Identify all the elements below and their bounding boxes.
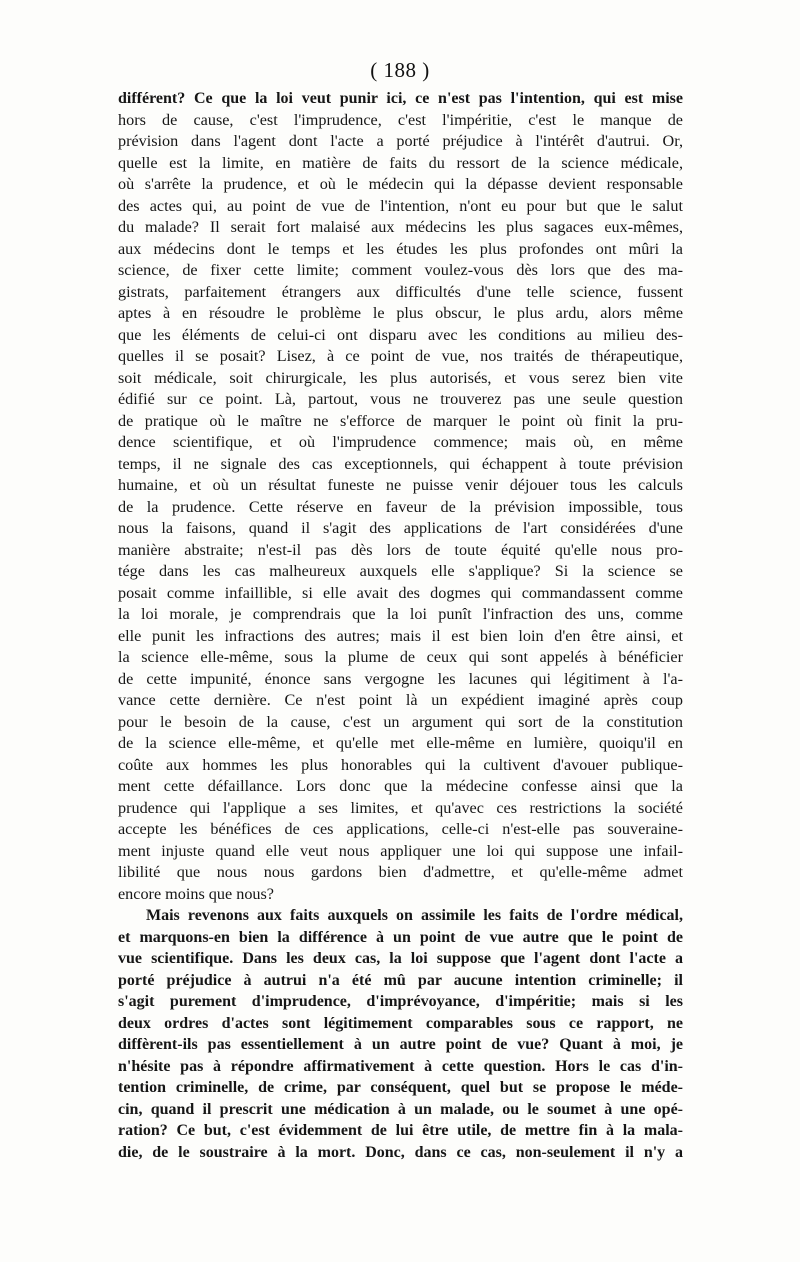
text-line: elle punit les infractions des autres; mais il est bien loin d'en être ainsi, et bbox=[118, 626, 683, 645]
text-line: quelles il se posait? Lisez, à ce point de vue, nos traités de thérapeutique, bbox=[118, 347, 683, 365]
text-line: aux médecins dont le temps et les études les plus profondes ont mûri la bbox=[118, 239, 683, 258]
text-line: posait comme infaillible, si elle avait des dogmes qui commandassent comme bbox=[118, 583, 683, 602]
text-line: ration? Ce but, c'est évidemment de lui être utile, de mettre fin à la mala- bbox=[118, 1122, 683, 1139]
text-line: manière abstraite; n'est-il pas dès lors de toute équité qu'elle nous pro- bbox=[118, 540, 683, 559]
text-line: hors de cause, c'est l'imprudence, c'est l'impéritie, c'est le manque de bbox=[118, 110, 683, 129]
text-line: de cette impunité, énonce sans vergogne les lacunes qui légitiment à l'a- bbox=[118, 669, 683, 688]
text-line: des actes qui, au point de vue de l'intention, n'ont eu pour but que le salut bbox=[118, 196, 683, 215]
page-number: ( 188 ) bbox=[370, 58, 430, 82]
text-line: édifié sur ce point. Là, partout, vous ne trouverez pas une seule question bbox=[118, 390, 683, 408]
text-line: pour le besoin de la cause, c'est un argument qui sort de la constitution bbox=[118, 712, 683, 731]
text-line: différent? Ce que la loi veut punir ici, ce n'est pas l'intention, qui est mise bbox=[118, 90, 683, 107]
text-line: vance cette dernière. Ce n'est point là un expédient imaginé après coup bbox=[118, 691, 683, 709]
text-line: soit médicale, soit chirurgicale, les plus autorisés, et vous serez bien vite bbox=[118, 368, 683, 387]
text-line: science, de fixer cette limite; comment voulez-vous dès lors que des ma- bbox=[118, 261, 683, 279]
text-line: prudence qui l'applique a ses limites, et qu'avec ces restrictions la société bbox=[118, 798, 683, 817]
text-line: la science elle-même, sous la plume de ceux qui sont appelés à bénéficier bbox=[118, 648, 683, 666]
text-line: de la science elle-même, et qu'elle met elle-même en lumière, quoiqu'il en bbox=[118, 734, 683, 752]
text-line: cin, quand il prescrit une médication à un malade, ou le soumet à une opé- bbox=[118, 1100, 683, 1118]
text-line: ment cette défaillance. Lors donc que la médecine confesse ainsi que la bbox=[118, 777, 683, 795]
text-line: n'hésite pas à répondre affirmativement à cette question. Hors le cas d'in- bbox=[118, 1057, 683, 1075]
text-line: aptes à en résoudre le problème le plus obscur, le plus ardu, alors même bbox=[118, 304, 683, 322]
text-line: deux ordres d'actes sont légitimement comparables sous ce rapport, ne bbox=[118, 1014, 683, 1032]
text-line: du malade? Il serait fort malaisé aux médecins les plus sagaces eux-mêmes, bbox=[118, 218, 683, 236]
text-line: s'agit purement d'imprudence, d'imprévoyance, d'impéritie; mais si les bbox=[118, 993, 683, 1010]
text-line: quelle est la limite, en matière de faits du ressort de la science médicale, bbox=[118, 153, 683, 172]
text-line: nous la faisons, quand il s'agit des applications de l'art considérées d'une bbox=[118, 519, 683, 537]
text-line: et marquons-en bien la différence à un point de vue autre que le point de bbox=[118, 928, 683, 946]
text-line: diffèrent-ils pas essentiellement à un autre point de vue? Quant à moi, je bbox=[118, 1036, 683, 1053]
text-line: encore moins que nous? bbox=[118, 884, 274, 903]
text-line: Mais revenons aux faits auxquels on assimile les faits de l'ordre médical, bbox=[146, 907, 683, 924]
text-line: libilité que nous nous gardons bien d'admettre, et qu'elle-même admet bbox=[118, 863, 683, 881]
text-line: humaine, et où un résultat funeste ne puisse venir déjouer tous les calculs bbox=[118, 476, 683, 494]
text-line: tention criminelle, de crime, par conséquent, quel but se propose le méde- bbox=[118, 1079, 683, 1096]
text-line: ment injuste quand elle veut nous appliquer une loi qui suppose une infail- bbox=[118, 841, 683, 860]
text-line: où s'arrête la prudence, et où le médecin qui la dépasse devient responsable bbox=[118, 175, 683, 193]
text-line: de pratique où le maître ne s'efforce de marquer le point où finit la pru- bbox=[118, 411, 683, 430]
text-line: dence scientifique, et où l'imprudence commence; mais où, en même bbox=[118, 433, 683, 451]
text-line: coûte aux hommes les plus honorables qui la cultivent d'avouer publique- bbox=[118, 755, 683, 774]
text-line: accepte les bénéfices de ces applications, celle-ci n'est-elle pas souveraine- bbox=[118, 820, 683, 838]
body-text bbox=[118, 88, 683, 1163]
text-line: vue scientifique. Dans les deux cas, la loi suppose que l'agent dont l'acte a bbox=[118, 950, 683, 967]
text-line: porté préjudice à autrui n'a été mû par aucune intention criminelle; il bbox=[118, 971, 683, 989]
text-line: gistrats, parfaitement étrangers aux difficultés d'une telle science, fussent bbox=[118, 282, 683, 301]
text-line: tége dans les cas malheureux auxquels elle s'applique? Si la science se bbox=[118, 562, 683, 580]
text-line: la loi morale, je comprendrais que la loi punît l'infraction des uns, comme bbox=[118, 605, 683, 623]
text-line: die, de le soustraire à la mort. Donc, dans ce cas, non-seulement il n'y a bbox=[118, 1143, 683, 1161]
text-line: que les éléments de celui-ci ont disparu avec les conditions au milieu des- bbox=[118, 325, 683, 344]
text-line: temps, il ne signale des cas exceptionnels, qui échappent à toute prévision bbox=[118, 454, 683, 473]
text-line: prévision dans l'agent dont l'acte a porté préjudice à l'intérêt d'autrui. Or, bbox=[118, 132, 683, 150]
text-line: de la prudence. Cette réserve en faveur de la prévision impossible, tous bbox=[118, 497, 683, 516]
